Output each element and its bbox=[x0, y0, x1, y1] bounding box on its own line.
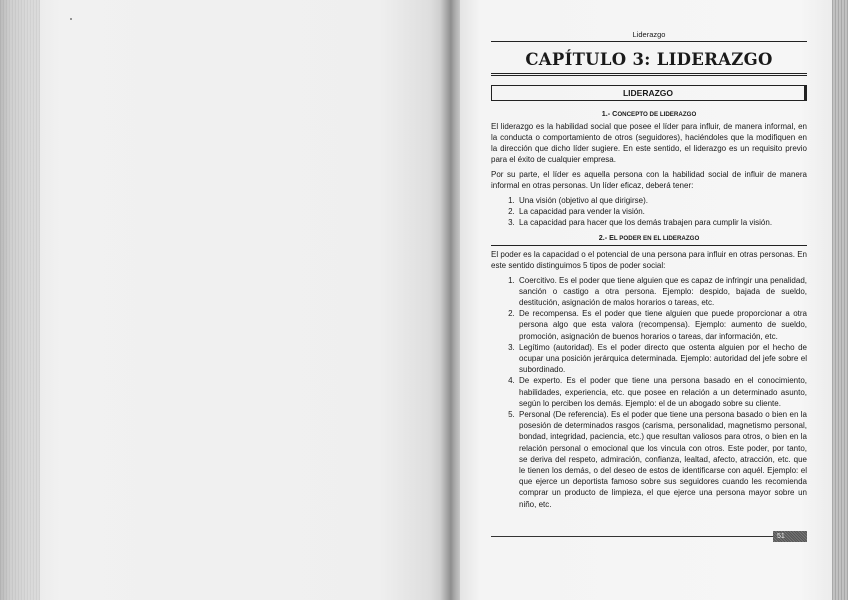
list-item: 2. De recompensa. Es el poder que tiene alguien que puede proporcionar a otra persona algo que esta valora (recompensa). Ejemplo: aumento de sueldo, promoción, asignación de buenos horarios o tareas, dar información, etc. bbox=[517, 308, 807, 342]
leader-qualities-list bbox=[491, 195, 807, 229]
list-item: 1. Una visión (objetivo al que dirigirse). bbox=[517, 195, 807, 206]
section-heading-2 bbox=[491, 233, 807, 242]
right-page-edges bbox=[832, 0, 848, 600]
section-title-rest: L PODER EN EL LIDERAZGO bbox=[613, 234, 700, 242]
section-number: 1.- bbox=[601, 109, 613, 118]
section-initial: E bbox=[609, 232, 614, 242]
chapter-rule bbox=[491, 73, 807, 76]
boxed-title: LIDERAZGO bbox=[491, 85, 807, 101]
section-initial: C bbox=[612, 109, 618, 118]
page-footer bbox=[491, 531, 807, 541]
page-content bbox=[491, 30, 807, 514]
left-page-edges bbox=[0, 0, 40, 600]
page-number: 51 bbox=[773, 531, 807, 542]
list-item: 2. La capacidad para vender la visión. bbox=[517, 206, 807, 217]
chapter-title: CAPÍTULO 3: LIDERAZGO bbox=[525, 50, 773, 69]
running-head: Liderazgo bbox=[632, 30, 666, 39]
power-types-list bbox=[491, 275, 807, 510]
footer-rule bbox=[491, 536, 773, 537]
list-item: 3. La capacidad para hacer que los demás trabajen para cumplir la visión. bbox=[517, 217, 807, 228]
page-speck bbox=[70, 18, 72, 20]
list-item: 3. Legítimo (autoridad). Es el poder directo que ostenta alguien por el hecho de ocupar una posición jerárquica determinada. Ejemplo: autoridad del jefe sobre el subordinado. bbox=[517, 342, 807, 376]
section-heading-1 bbox=[491, 109, 807, 118]
section-title-rest: ONCEPTO DE LIDERAZGO bbox=[617, 111, 697, 118]
paragraph: El poder es la capacidad o el potencial de una persona para influir en otras personas. En este sentido distinguimos 5 tipos de poder social: bbox=[491, 249, 807, 270]
header-rule bbox=[491, 41, 807, 42]
section-number: 2.- bbox=[598, 232, 610, 242]
list-item: 4. De experto. Es el poder que tiene una persona basado en el conocimiento, habilidades, experiencia, etc. que posee en relación a un determinado asunto, según lo perciben los demás. Ejemplo: el de un abogado sobre su cliente. bbox=[517, 375, 807, 409]
list-item: 5. Personal (De referencia). Es el poder que tiene una persona basado o bien en la posesión de determinados rasgos (carisma, personalidad, magnetismo personal, bondad, integridad, paciencia, etc.) que resultan valiosos para otros, o bien en la relación personal o emocional que los vincula con otros. Este poder, por tanto, se deriva del respeto, admiración, confianza, lealtad, afecto, atracción, etc. que le tienen los demás, o del deseo de estos de identificarse con aquél. Ejemplo: el que ejerce un deportista famoso sobre sus seguidores cuando les recomienda comprar un producto de limpieza, el que ejerce una persona mayor sobre un niño, etc. bbox=[517, 409, 807, 510]
paragraph: Por su parte, el líder es aquella persona con la habilidad social de influir de manera informal en otras personas. Un líder eficaz, deberá tener: bbox=[491, 170, 807, 190]
list-item: 1. Coercitivo. Es el poder que tiene alguien que es capaz de infringir una penalidad, sanción o castigo a otra persona. Ejemplo: despido, bajada de sueldo, destitución, asignación de malos horarios o tareas, etc. bbox=[517, 275, 807, 309]
section-rule bbox=[491, 245, 807, 246]
paragraph: El liderazgo es la habilidad social que posee el líder para influir, de manera informal, en la conducta o comportamiento de otros (seguidores), haciéndoles que la modifiquen en la dirección que dicho líder sugiere. En este sentido, el liderazgo es un requisito previo para el éxito de cualquier empresa. bbox=[491, 122, 807, 164]
